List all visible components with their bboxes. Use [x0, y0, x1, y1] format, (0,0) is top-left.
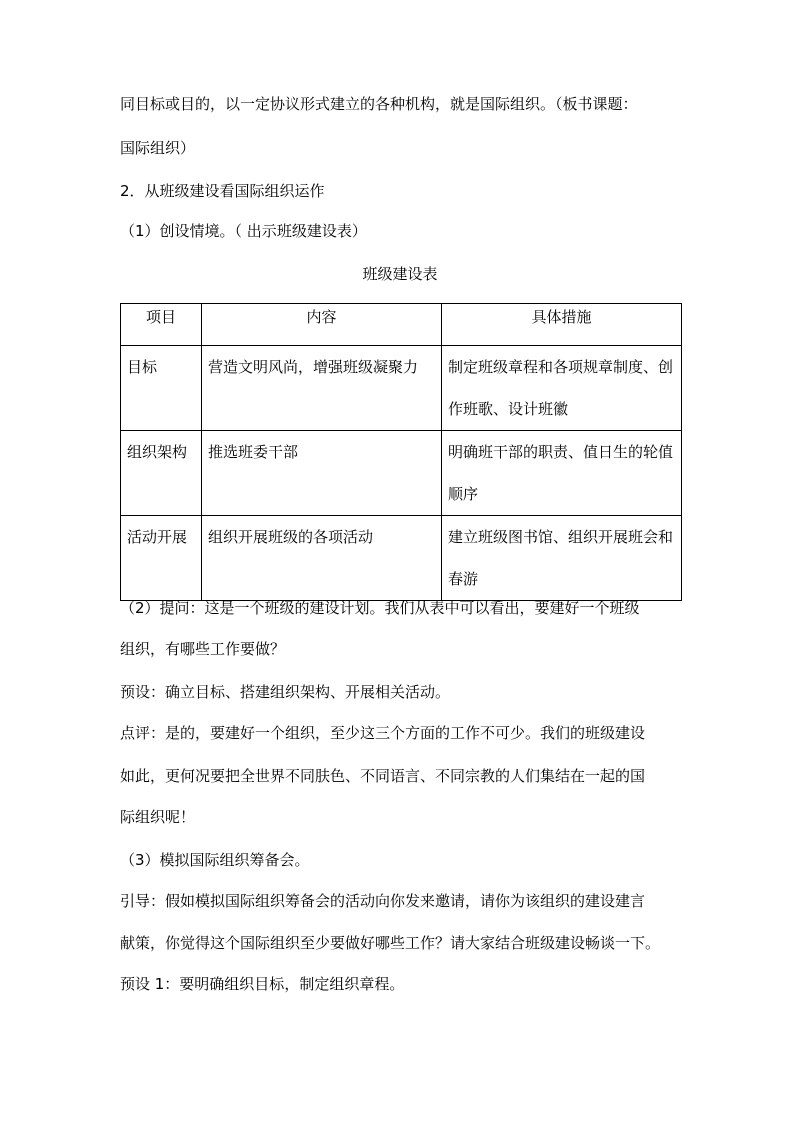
table-row [121, 431, 682, 516]
table-title: 班级建设表 [362, 265, 438, 283]
paragraph-line: （3）模拟国际组织筹备会。 [120, 851, 310, 869]
class-construction-table [120, 303, 682, 601]
paragraph-line: （2）提问：这是一个班级的建设计划。我们从表中可以看出，要建好一个班级 [120, 599, 640, 617]
table-cell: 推选班委干部 [202, 431, 442, 516]
table-row [121, 516, 682, 601]
table-cell: 营造文明风尚，增强班级凝聚力 [202, 346, 442, 431]
table-cell: 组织架构 [121, 431, 202, 516]
paragraph-line: 预设：确立目标、搭建组织架构、开展相关活动。 [120, 683, 451, 701]
table-header-row [121, 304, 682, 346]
paragraph-line: 引导：假如模拟国际组织筹备会的活动向你发来邀请，请你为该组织的建设建言 [120, 892, 646, 910]
table-cell: 组织开展班级的各项活动 [202, 516, 442, 601]
table-row [121, 346, 682, 431]
table-cell: 制定班级章程和各项规章制度、创作班歌、设计班徽 [442, 346, 682, 431]
table-cell: 活动开展 [121, 516, 202, 601]
paragraph-line: （1）创设情境。（ 出示班级建设表） [120, 222, 367, 240]
paragraph-line: 同目标或目的，以一定协议形式建立的各种机构，就是国际组织。（板书课题： [120, 95, 638, 113]
paragraph-line: 组织，有哪些工作要做？ [120, 640, 286, 658]
paragraph-line: 如此，更何况要把全世界不同肤色、不同语言、不同宗教的人们集结在一起的国 [120, 767, 646, 785]
paragraph-line: 点评：是的，要建好一个组织，至少这三个方面的工作不可少。我们的班级建设 [120, 724, 646, 742]
section-heading: 2．从班级建设看国际组织运作 [120, 182, 325, 200]
table-cell: 明确班干部的职责、值日生的轮值顺序 [442, 431, 682, 516]
header-cell: 内容 [202, 304, 442, 346]
paragraph-line: 际组织呢！ [120, 808, 196, 826]
paragraph-line: 预设 1：要明确组织目标，制定组织章程。 [120, 975, 405, 993]
table-cell: 目标 [121, 346, 202, 431]
header-cell: 具体措施 [442, 304, 682, 346]
paragraph-line: 献策，你觉得这个国际组织至少要做好哪些工作？请大家结合班级建设畅谈一下。 [120, 934, 661, 952]
paragraph-line: 国际组织） [120, 139, 196, 157]
table-cell: 建立班级图书馆、组织开展班会和春游 [442, 516, 682, 601]
header-cell: 项目 [121, 304, 202, 346]
